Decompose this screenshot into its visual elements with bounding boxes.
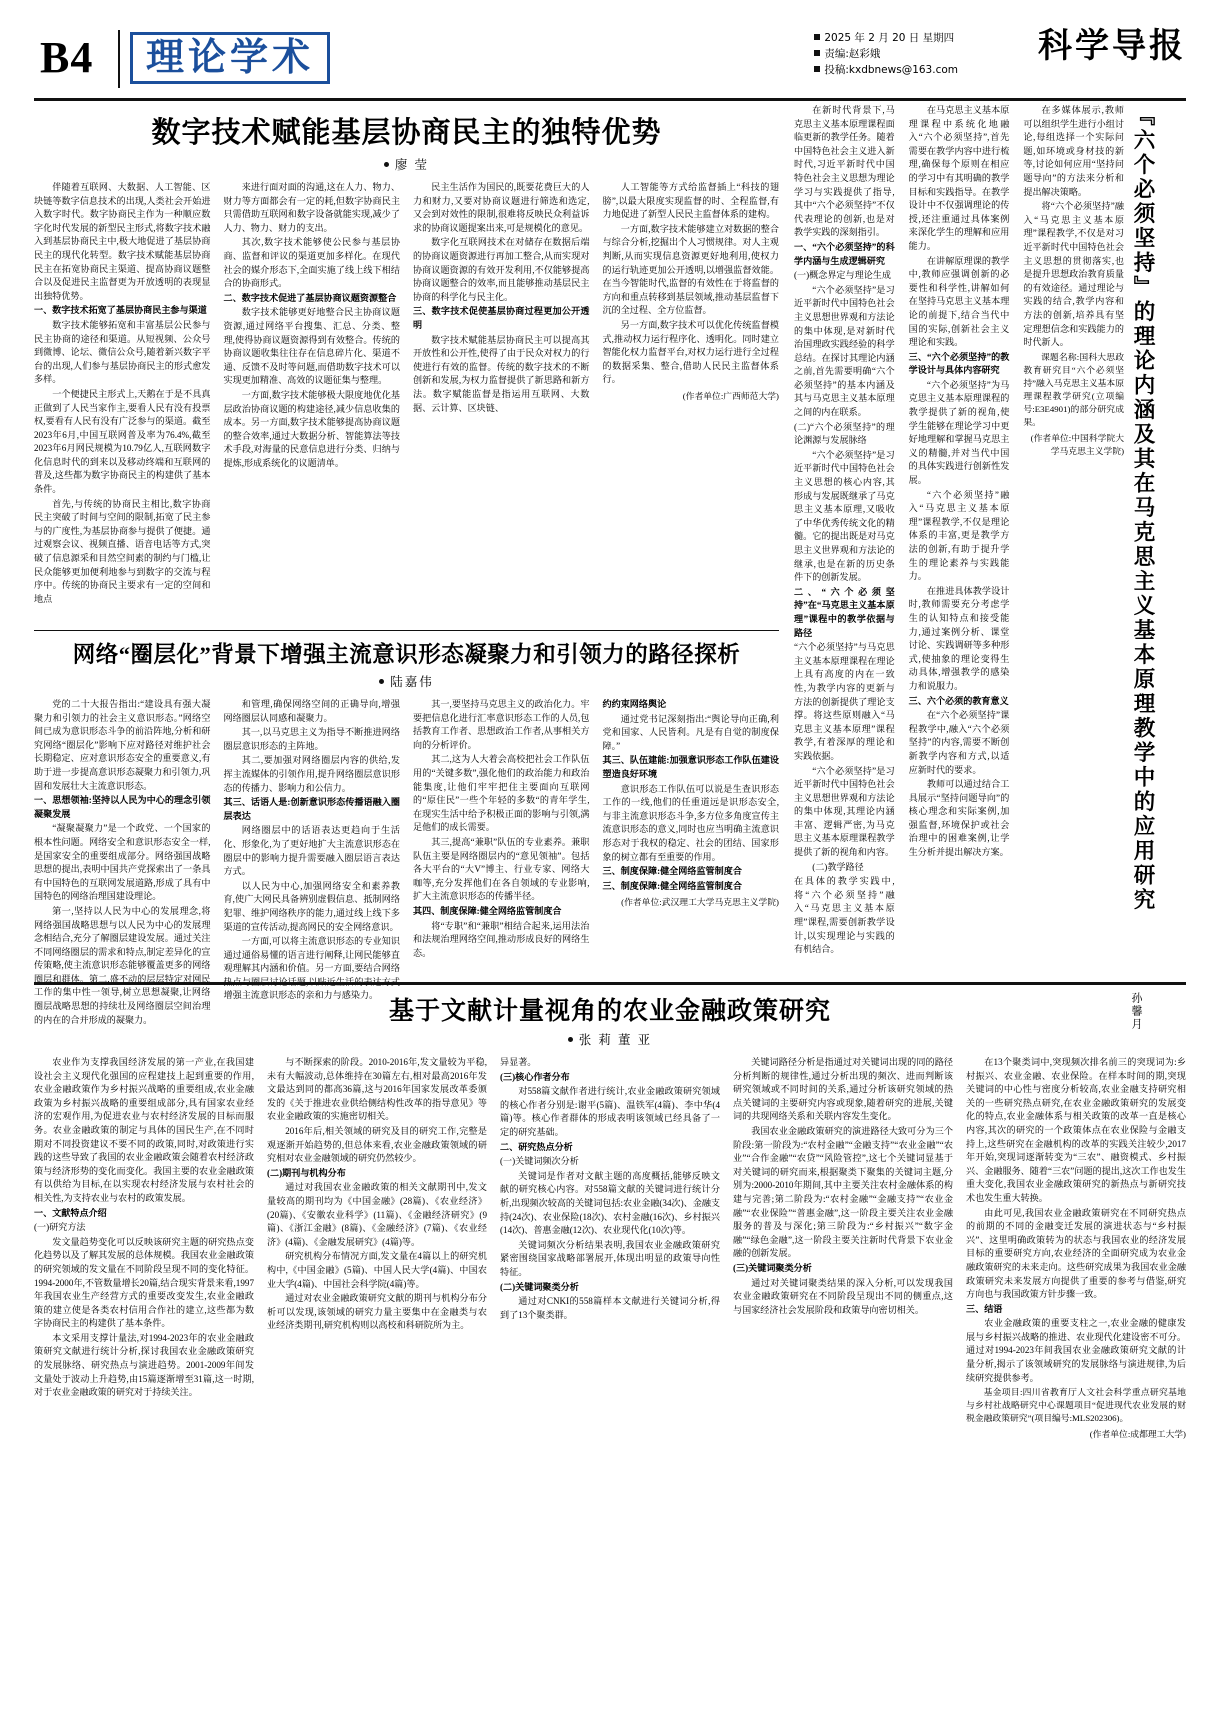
- article-bottom-column: [733, 1056, 953, 1442]
- paragraph: 来进行面对面的沟通,这在人力、物力、财力等方面都会有一定的耗,但数字协商民主只需借助互联网和数字设备就能实现,减少了人力、物力、财力的支出。: [223, 182, 400, 233]
- article-right-column: [794, 104, 895, 958]
- page-number: B4: [40, 33, 94, 82]
- paragraph: 2016年后,相关领域的研究及目的研究工作,完整是观逐渐开始趋势的,但总体来看,农业金融政策领域的研究相对农业金融领域的研究仍然较少。: [267, 1125, 487, 1164]
- paragraph: “六个必须坚持”融入“马克思主义基本原理”课程教学,不仅是理论体系的丰富,更是教学方法的创新,有助于提升学生的理论素养与实践能力。: [908, 489, 1010, 582]
- article-right-title: 『六个必须坚持』的理论内涵及其在马克思主义基本原理教学中的应用研究: [1131, 104, 1155, 913]
- article-bottom-title: 基于文献计量视角的农业金融政策研究: [388, 998, 831, 1025]
- paragraph: 将“六个必须坚持”融入“马克思主义基本原理”课程教学,不仅是对习近平新时代中国特色社会主义思想的贯彻落实,也是提升思想政治教育质量的有效途径。通过理论与实践的结合,教学内容和方法的创新,培养具有坚定理想信念和实践能力的时代新人。: [1023, 201, 1125, 348]
- paragraph: 研究机构分布情况方面,发文量在4篇以上的研究机构中,《中国金融》(5篇)、中国人民大学(4篇)、中国农业大学(4篇)、中国社会科学院(4篇)等。: [267, 1251, 487, 1289]
- paragraph: 其二,要加强对网络圈层内容的供给,发挥主流媒体的引领作用,提升网络圈层意识形态的传播力、影响力和公信力。: [223, 755, 400, 793]
- subheading: 一、“六个必须坚持”的科学内涵与生成逻辑研究: [794, 241, 895, 266]
- article-right-column: [1023, 104, 1124, 958]
- paragraph: 网络圈层中的话语表达更趋向于生活化、形象化,为了更好地扩大主流意识形态在圈层中的影响力提升需要融入圈层语言表达方式。: [223, 825, 400, 877]
- paragraph: “六个必须坚持”与马克思主义基本原理课程在理论上具有高度的内在一致性,为教学内容的更新与方法的创新提供了理论支撑。将这些原则融入“马克思主义基本原理”课程教学,有着深厚的理论和实践依据。: [794, 642, 895, 761]
- subheading: (三)核心作者分布: [500, 1071, 570, 1082]
- paragraph: (二)“六个必须坚持”的理论渊源与发展脉络: [794, 421, 895, 446]
- masthead-meta: [814, 30, 958, 78]
- subheading: 三、“六个必须坚持”的教学设计与具体内容研究: [908, 351, 1010, 376]
- paragraph: 其次,数字技术能够使公民参与基层协商、监督和评议的渠道更加多样化。在现代社会的媒介形态下,全面实施了线上线下相结合的协商形式。: [223, 237, 400, 289]
- subheading: 其三、话语人是:创新意识形态传播语融入圈层表达: [223, 797, 400, 821]
- paragraph: “六个必须坚持”是习近平新时代中国特色社会主义思想世界观和方法论的集中体现,是对新时代治国理政实践经验的科学总结。在探讨其理论内涵之前,首先需要明确“六个必须坚持”的基本内涵及其与马克思主义基本原理之间的内在联系。: [794, 284, 895, 418]
- paragraph: 其一,要坚持马克思主义的政治化力。牢要把信息化进行汇率意识形态工作的人员,包括教育工作者、思想政治工作者,从事相关方向的分析评价。: [413, 699, 590, 750]
- paragraph: 其二,这为人大着会高校把社会工作队伍用的“关键多数”,强化他们的政治能力和政治能集度,让他们牢牢把住主要面向互联网的“原住民”一些个年轻的多数“的青年学生,在现实生活中给予积极正面的影响与引领,满足他们的成长需要。: [413, 754, 590, 833]
- paragraph: “六个必须坚持”是习近平新时代中国特色社会主义思想的核心内容,其形成与发展既继承了马克思主义基本原理,又吸收了中华优秀传统文化的精髓。它的提出既是对马克思主义世界观和方法论的继承,也是在新的历史条件下的创新发展。: [794, 449, 895, 583]
- subheading: 二、研究热点分析: [500, 1141, 573, 1152]
- bullet-dot-icon: [384, 162, 389, 167]
- paragraph: 其三,提高“兼职”队伍的专业素养。兼职队伍主要是网络圈层内的“意见领袖”。包括各大平台的“大V”博主、行业专家、网络大咖等,充分发挥他们在各自领域的专业影响,扩大主流意识形态的传播半径。: [413, 836, 590, 902]
- paragraph: 通过对CNKI的558篇样本文献进行关键词分析,得到了13个聚类群。: [500, 1296, 720, 1320]
- article-top-column: [413, 181, 590, 607]
- paragraph: 关键词是作者对文献主题的高度概括,能够反映文献的研究核心内容。对558篇文献的关键词进行统计分析,出现频次较高的关键词包括:农业金融(34次)、金融支持(24次)、农业保险(18次)、农村金融(16次)、乡村振兴(14次)、普惠金融(12次)、农业现代化(10次)等。: [500, 1170, 721, 1236]
- article-bottom: [34, 974, 1186, 1442]
- paragraph: 和管理,确保网络空间的正确导向,增强网络圈层认同感和凝聚力。: [223, 699, 400, 723]
- paragraph: 在马克思主义基本原理课程中系统化地融入“六个必须坚持”,首先需要在教学内容中进行梳理,确保每个原则在相应的学习中有其明确的教学目标和实践指导。在教学设计中不仅强调理论的传授,还注重通过具体案例来深化学生的理解和应用能力。: [908, 105, 1010, 251]
- paragraph: 对558篇文献作者进行统计,农业金融政策研究领域的核心作者分别是:谢平(5篇)、温铁军(4篇)、李中华(4篇)等。核心作者群体的形成表明该领域已经具备了一定的研究基础。: [500, 1086, 720, 1137]
- article-mid-byline: [34, 672, 779, 690]
- paragraph: (一)关键词频次分析: [500, 1156, 579, 1167]
- paragraph: 一方面,可以将主流意识形态的专业知识通过通俗易懂的语言进行阐释,让网民能够直观理解其内涵和价值。另一方面,要结合网络热点与圈层讨论话题,以贴近生活的表达方式增强主流意识形态的亲和力与感染力。: [223, 936, 400, 1001]
- subheading: 二、“六个必须坚持”在“马克思主义基本原理”课程中的教学依据与路径: [794, 586, 895, 638]
- article-bottom-source: (作者单位:成都理工大学): [1089, 1429, 1186, 1440]
- paper-name: 科学导报: [1038, 28, 1186, 65]
- article-top-column: [603, 181, 780, 607]
- article-bottom-byline: [34, 1030, 1186, 1048]
- paragraph: 发文量趋势变化可以反映该研究主题的研究热点变化趋势以及了解其发展的总体规模。我国农业金融政策的研究领域的发文量在不同阶段呈现不同的变化特征。1994-2000年,不管数量增长20篇,结合现实背景来看,1997年我国农业生产经营方式的重要改变发生,农业金融政策的建立使是各类农村信用合作社的建立,这些都为数字协商民主的构建供了基本条件。: [34, 1236, 254, 1329]
- subheading: 其四、制度保障:健全网络监管制度合: [413, 905, 562, 916]
- paragraph: 本文采用支撑计量法,对1994-2023年的农业金融政策研究文献进行统计分析,探讨我国农业金融政策研究的发展脉络、研究热点与演进趋势。2001-2009年间发文量处于波动上升趋势,由15篇逐渐增至31篇,这一时期,对于农业金融政策的研究对于持续关注。: [34, 1332, 254, 1398]
- paragraph: 另一方面,数字技术可以优化传统监督模式,推动权力运行程序化、透明化。同时建立智能化权力监督平台,对权力运行进行全过程的数据采集、整合,借助人民民主监督体系行。: [602, 319, 779, 385]
- paragraph: 在具体的教学实践中,将“六个必须坚持”融入“马克思主义基本原理”课程,需要创新教学设计,以实现理论与实践的有机结合。: [794, 876, 895, 955]
- article-bottom-column: [500, 1056, 720, 1442]
- article-mid-source: (作者单位:武汉理工大学马克思主义学院): [621, 897, 779, 908]
- paragraph: 农业作为支撑我国经济发展的第一产业,在我国建设社会主义现代化强国的应程建技上起到重要的作用,农业金融政策作为乡村振兴战略的重要组成,农业金融政策为乡村振兴战略的重要组成部分,具有国家农业经济的宏观作用,为促进农业与农村经济发展的目标而服务。农业金融政策的制定与具体的国民生产,在不同时期对不同投资建议不要不同的政策,同时,对政策进行实践的这些导致了我国的农业金融政策会随着农村经济政策与经济形势的变化而变化。我国主要的农业金融政策有以供给为目标,在以实现农村经济发展与农村社会的相关性,为支持农业与农村的政策发展。: [34, 1057, 254, 1203]
- subheading: 二、数字技术促进了基层协商议题资源整合: [223, 292, 397, 303]
- paragraph: 在新时代背景下,马克思主义基本原理课程面临更新的教学任务。随着中国特色社会主义进入新时代,习近平新时代中国特色社会主义思想为理论学习与实践提供了指导,其中“六个必须坚持”不仅代表理论的创新,也是对教学实践的深刻指引。: [794, 105, 895, 238]
- subheading: 一、文献特点介绍: [34, 1207, 107, 1218]
- paragraph: 由此可见,我国农业金融政策研究在不同研究热点的前期的不同的金融变迁发展的演进状态与“乡村振兴”、这里明确政策转为的状态与我国农业的经济发展目标的重要研究方向,农业经济的全面研究成为农业金融政策研究的未来走向。这些研究成果为我国农业金融政策研究未来发展方向提供了重要的参考与借鉴,研究方向也与我国政策方针步骤一致。: [966, 1207, 1186, 1300]
- article-mid-title: 网络“圈层化”背景下增强主流意识形态凝聚力和引领力的路径探析: [72, 642, 741, 667]
- paragraph: 与不断探索的阶段。2010-2016年,发文量较为平稳,未有大幅波动,总体维持在30篇左右,相对最高2016年发文最达到同的都高36篇,这与2016年国家发展改革委颁发的《关于推进农业供给侧结构性改革的指导意见》等农业金融政策的实施密切相关。: [267, 1057, 487, 1122]
- paragraph: 首先,与传统的协商民主相比,数字协商民主突破了时间与空间的限制,拓宽了民主参与的广度性,为基层协商参与提供了便捷。通过观察会议、视频直播、语音电话等方式,突破了信息源采和目然空间素的制约与门槛,让民众能够更加便利地参与到数字的交流与程序中。传统的协商民主要求有一定的空间和地点: [34, 498, 211, 604]
- paragraph: 通过对我国农业金融政策的相关文献期刊中,发文量较高的期刊均为《中国金融》(28篇)、《农业经济》(20篇)、《安徽农业科学》(11篇)、《金融经济研究》(9篇)、《浙江金融》(8篇)、《金融经济》(7篇)、《农业经济》(4篇)、《金融发展研究》(4篇)等。: [267, 1182, 487, 1247]
- paragraph: 其一,以马克思主义为指导不断推进网络圈层意识形态的主阵地。: [223, 727, 400, 751]
- section-title: 理论学术: [145, 37, 314, 79]
- subheading: (二)关键词聚类分析: [500, 1281, 579, 1292]
- article-top-column: [34, 181, 211, 607]
- paragraph: 通过对关键词聚类结果的深入分析,可以发现我国农业金融政策研究在不同阶段呈现出不同的侧重点,这与国家经济社会发展阶段和政策导向密切相关。: [733, 1277, 953, 1315]
- paragraph: 异显著。: [500, 1057, 537, 1067]
- divider: [34, 630, 779, 631]
- section-title-box: [130, 32, 330, 84]
- paragraph: 将“专职”和“兼职”相结合起来,运用法治和法规治理网络空间,推动形成良好的网络生态。: [413, 920, 590, 958]
- paragraph: “六个必须坚持”是习近平新时代中国特色社会主义思想世界观和方法论的集中体现,其理论内涵丰富、逻辑严密,为马克思主义基本原理课程教学提供了新的视角和内容。: [794, 765, 895, 858]
- article-right-author: 孙馨月: [1130, 992, 1143, 1031]
- article-bottom-column: [34, 1056, 254, 1442]
- subheading: 其三、队伍建能:加强意识形态工作队伍建设塑造良好环境: [602, 755, 779, 779]
- article-top-column: [224, 181, 401, 607]
- paragraph: “凝聚凝聚力”是一个政党、一个国家的根本性问题。网络安全和意识形态安全一样,是国家安全的重要组成部分。网络强国战略思想的提出,表明中国共产党探索出了一条具有中国特色的互联网发展道路,形成了具有中国特色的网络治理国建设理论。: [34, 823, 211, 902]
- paragraph: 通过对农业金融政策研究文献的期刊与机构分布分析可以发现,该领域的研究力量主要集中在金融类与农业经济类期刊,研究机构则以高校和科研院所为主。: [267, 1293, 487, 1331]
- paragraph: 民主生活作为国民的,既要花费巨大的人力和财力,又要对协商议题进行筛选和选定,又会到对效性的限制,很难将反映民众利益诉求的协商议题提案出来,可是规模化的意见。: [413, 182, 590, 233]
- article-top-author: 廖 莹: [394, 158, 430, 172]
- subheading: (三)关键词聚类分析: [733, 1262, 812, 1273]
- masthead: [34, 24, 1186, 101]
- paragraph: 我国农业金融政策研究的演进路径大致可分为三个阶段:第一阶段为:“农村金融”“金融支持”“农业金融”“农业”“合作金融”“农贷”“风险管控”,这七个关键词显基于对关键词的研究而来,根据聚类下聚集的关键词主题,分别为:2000-2010年期间,其中主要关注农村金融体系的构建与完善;第二阶段为:“农村金融”“金融支持”“农业金融”“农业保险”“普惠金融”,这一阶段主要关注农业金融服务的普及与深化;第三阶段为:“乡村振兴”“数字金融”“绿色金融”,这一阶段主要关注新时代背景下农业金融的创新发展。: [733, 1125, 953, 1259]
- paragraph: (一)研究方法: [34, 1222, 86, 1233]
- paragraph: 数字技术能够拓宽和丰富基层公民参与民主协商的途径和渠道。从短视频、公众号到微博、论坛、微信公众号,随着新兴数字平台的出现,人们参与基层协商民主的形式愈发多样。: [34, 319, 211, 385]
- article-top-source: (作者单位:广西师范大学): [682, 390, 779, 401]
- article-right-source: (作者单位:中国科学院大学马克思主义学院): [1030, 432, 1125, 457]
- paragraph: 一方面,数字技术能够建立对数据的整合与综合分析,挖掘出个人习惯规律。对人主观判断,从而实现信息资源更好地利用,使权力的运行轨迹更加公开透明,以增强监督效能。在当今智能时代,监督的有效性在于将监督的方向和重点转移到基层领域,推动基层监督下沉的全过程、全方位监督。: [602, 223, 779, 316]
- editor-line: 责编:赵彩娥: [824, 48, 881, 60]
- paragraph: 关键词路径分析是指通过对关键词出现的同的路径分析判断的规律性,通过分析出现的频次、进而判断该研究领域或不同时间的关系,通过分析该研究领域的热点关键词的主要研究内容或现象,随着研究的进展,关键词的共现网络关系和关联内容发生变化。: [733, 1057, 953, 1122]
- paragraph: 通过党书记深刻指出:“舆论导向正确,利党和国家、人民皆利。凡是有自觉的制度保障。”: [602, 713, 779, 751]
- paragraph: 数字化互联网技术在对储存在数据后端的协商议题资源进行再加工整合,从而实现对协商议题资源的有效开发利用,不仅能够提高协商议题整合的效率,而且能够推动基层民主协商的科学化与民主化。: [413, 237, 590, 302]
- bullet-square-icon: [814, 50, 820, 56]
- paragraph: 在多媒体展示,教师可以组织学生进行小组讨论,每组选择一个实际问题,如环境或身材技的新等,讨论如何应用“坚持问题导向”的方法来分析和提出解决策略。: [1023, 105, 1125, 197]
- subheading: 三、数字技术促使基层协商过程更加公开透明: [413, 306, 590, 330]
- paragraph: 以人民为中心,加强网络安全和素养教育,使广大网民具备辨别虚假信息、抵制网络犯罪、维护网络秩序的能力,通过线上线下多渠道的宣传活动,提高网民的安全网络意识。: [223, 880, 400, 932]
- article-right-column: [909, 104, 1010, 958]
- article-bottom-column: [966, 1056, 1186, 1442]
- article-right-grant-note: 课题名称:国科大思政教育研究目“六个必须坚持”融入马克思主义基本原理课程教学研究(立项编号:E3E4901)的部分研究成果。: [1023, 351, 1125, 427]
- article-top-title: 数字技术赋能基层协商民主的独特优势: [151, 117, 662, 149]
- paragraph: 在讲解原理课的教学中,教师应强调创新的必要性和科学性,讲解如何在坚持马克思主义基本理论的前提下,结合当代中国的实际,创新社会主义理论和实践。: [908, 255, 1010, 348]
- article-top: [34, 104, 779, 604]
- paragraph: 在推进具体教学设计时,教师需要充分考虑学生的认知特点和接受能力,通过案例分析、课堂讨论、实践调研等多种形式,使抽象的理论变得生动具体,增强教学的感染力和说服力。: [908, 585, 1010, 691]
- paragraph: 伴随着互联网、大数据、人工智能、区块链等数字信息技术的出现,人类社会开始进入数字时代。数字协商民主作为一种顺应数字化时代发展的新型民主形式,将数字技术融入到基层协商民主中,极大地促进了基层协商民主的现代化转型。数字技术赋能基层协商民主在拓宽协商民主渠道、提高协商议题整合以及促进民主监督更为开放透明的表现显出独特优势。: [34, 182, 211, 301]
- bullet-square-icon: [814, 34, 820, 40]
- paragraph: 在13个聚类词中,突现频次排名前三的突现词为:乡村振兴、农业金融、农业保险。在样本时间的期,突现关键词的中心性与密度分析较高,农业金融支持研究相关的一些研究热点研究,在农业金融政策研究的发展变化的特点,农业金融体系与相关政策的改革一直是核心内容,其次的研究的一个政策体点在农业保险与金融支持上,这些研究在金融机构的改革的实践关注较少,2017年开始,突现词逐渐转变为“三农”、融资模式、乡村振兴、金融服务、随着“三农”问题的提出,这次工作也发生重大变化,我国农业金融政策研究的新热点与新研究技术也发生重大转换。: [966, 1057, 1186, 1203]
- paragraph: (二)教学路径: [812, 861, 864, 872]
- bullet-dot-icon: [379, 679, 384, 684]
- subheading: 三、结语: [966, 1303, 1003, 1314]
- paragraph: 在“六个必须坚持”课程教学中,融入“六个必须坚持”的内容,需要不断创新教学内容和方式,以适应新时代的要求。: [908, 710, 1010, 775]
- paragraph: (一)概念界定与理论生成: [794, 270, 891, 281]
- article-mid: [34, 624, 779, 1028]
- paragraph: 第一,坚持以人民为中心的发展理念,将网络强国战略思想与以人民为中心的发展理念相结合,充分了解圈层建设发展。通过关注不同网络圈层的需求和特点,制定差异化的宣传策略,使主流意识形态能够覆盖更多的网络圈层和群体。第二,盛不动的层层特定对网民工作的集中性一领导,树立思想凝聚,让网络圈层战略思想的持续壮及网络圈层空间治理的内在的合并形成的凝聚力。: [34, 905, 211, 1025]
- subheading: 三、六个必须的教育意义: [908, 695, 1009, 706]
- paragraph: 党的二十大报告指出:“建设具有强大凝聚力和引领力的社会主义意识形态。”网络空间已成为意识形态斗争的前沿阵地,分析和研究网络“圈层化”影响下应对路径对维护社会长期稳定、应对意识形态安全的重要意义,有助于进一步提高意识形态凝聚力和引领力,巩固和发展壮大主流意识形态。: [34, 699, 211, 791]
- paragraph: 意识形态工作队伍可以说是生查识形态工作的一线,他们的任重道远是识形态安全,与非主流意识形态斗争,多方位多角度宣传主流意识形态的意义,同时也应当明确主流意识形态对于我权的稳定、社会的团结、国家形象的树立都有至重要的作用。: [602, 783, 779, 862]
- subheading: 一、数字技术拓宽了基层协商民主参与渠道: [34, 305, 207, 316]
- paragraph: 数字技术赋能基层协商民主可以提高其开放性和公开性,使得了由于民众对权力的行使进行有效的监督。传统的数字技术的不断创新和发展,为权力监督提供了新思路和新方法。数字赋能监督是指运用互联网、大数据、云计算、区块链、: [413, 334, 590, 413]
- article-bottom-authors: 张 莉 董 亚: [578, 1033, 653, 1047]
- article-top-byline: [34, 155, 779, 173]
- masthead-divider: [118, 30, 120, 88]
- issue-date: 2025 年 2 月 20 日 星期四: [824, 32, 955, 44]
- bullet-square-icon: [814, 66, 820, 72]
- paragraph: 教师可以通过结合工具展示“坚持问题导向”的核心理念和实际案例,加强监督,环境保护或社会治理中的困难案例,让学生分析并提出解决方案。: [908, 779, 1010, 858]
- paragraph: 农业金融政策的重要支柱之一,农业金融的健康发展与乡村振兴战略的推进、农业现代化建设密不可分。通过对1994-2023年间我国农业金融政策研究文献的计量分析,揭示了该领域研究的发展脉络与演进规律,为后续研究提供参考。: [966, 1318, 1186, 1383]
- divider-thick: [34, 982, 1186, 985]
- subheading: 约约束网络舆论: [602, 699, 667, 709]
- subheading: (二)期刊与机构分布: [267, 1167, 346, 1178]
- bullet-dot-icon: [568, 1037, 573, 1042]
- paragraph: 一方面,数字技术能够极大限度地优化基层政治协商议题的构建途径,减少信息收集的成本。另一方面,数字技术能够提高协商议题的整合效率,通过大数据分析、智能算法等技术手段,对海量的民意信息进行分类、归纳与提炼,形成系统化的议题清单。: [223, 389, 400, 468]
- article-mid-author: 陆嘉伟: [390, 675, 434, 689]
- paragraph: “六个必须坚持”为马克思主义基本原理课程的教学提供了新的视角,使学生能够在理论学习中更好地理解和掌握马克思主义的精髓,并对当代中国的具体实践进行创新性发展。: [908, 379, 1010, 486]
- article-bottom-column: [267, 1056, 487, 1442]
- paragraph: 人工智能等方式给监督插上“科技的翅膀”,以最大限度实现监督的时、全程监督,有力地促进了新型人民民主监督体系的建构。: [602, 182, 779, 220]
- article-right-title-wrap: [1128, 104, 1186, 1104]
- paragraph: 关键词频次分析结果表明,我国农业金融政策研究紧密围绕国家战略部署展开,体现出明显的政策导向性特征。: [500, 1239, 720, 1277]
- subheading: 一、思想领袖:坚持以人民为中心的理念引领凝聚发展: [34, 795, 211, 819]
- masthead-right: [1038, 28, 1186, 66]
- article-bottom-grant-note: 基金项目:四川省教育厅人文社会科学重点研究基地与乡村社战略研究中心课题项目“促进现代农业发展的财税金融政策研究”(项目编号:MLS202306)。: [966, 1387, 1186, 1424]
- paragraph: 数字技术能够更好地整合民主协商议题资源,通过网络平台搜集、汇总、分类、整理,使得协商议题资源得到有效整合。传统的协商议题收集往往存在信息碎片化、渠道不通、反馈不及时等问题,而借助数字技术可以实现更加精准、高效的议题征集与整理。: [223, 307, 400, 386]
- submission-email: 投稿:kxdbnews@163.com: [824, 64, 958, 76]
- subheading: 三、制度保障:健全网络监管制度合: [602, 880, 742, 891]
- paragraph: 三、制度保障:健全网络监管制度合: [602, 866, 742, 877]
- paragraph: 一个便捷民主形式上,天鹅在于是不具真正做到了人民当家作主,要看人民有没有投票权,要看有人民有没有广泛参与的渠道。截至2023年6月,中国互联网普及率为76.4%,截至2023年6月网民规模为10.79亿人,互联网数字化信息时代的到来以及移动终端和互联网的普及,这些都为数字协商民主的构建供了基本条件。: [34, 388, 211, 495]
